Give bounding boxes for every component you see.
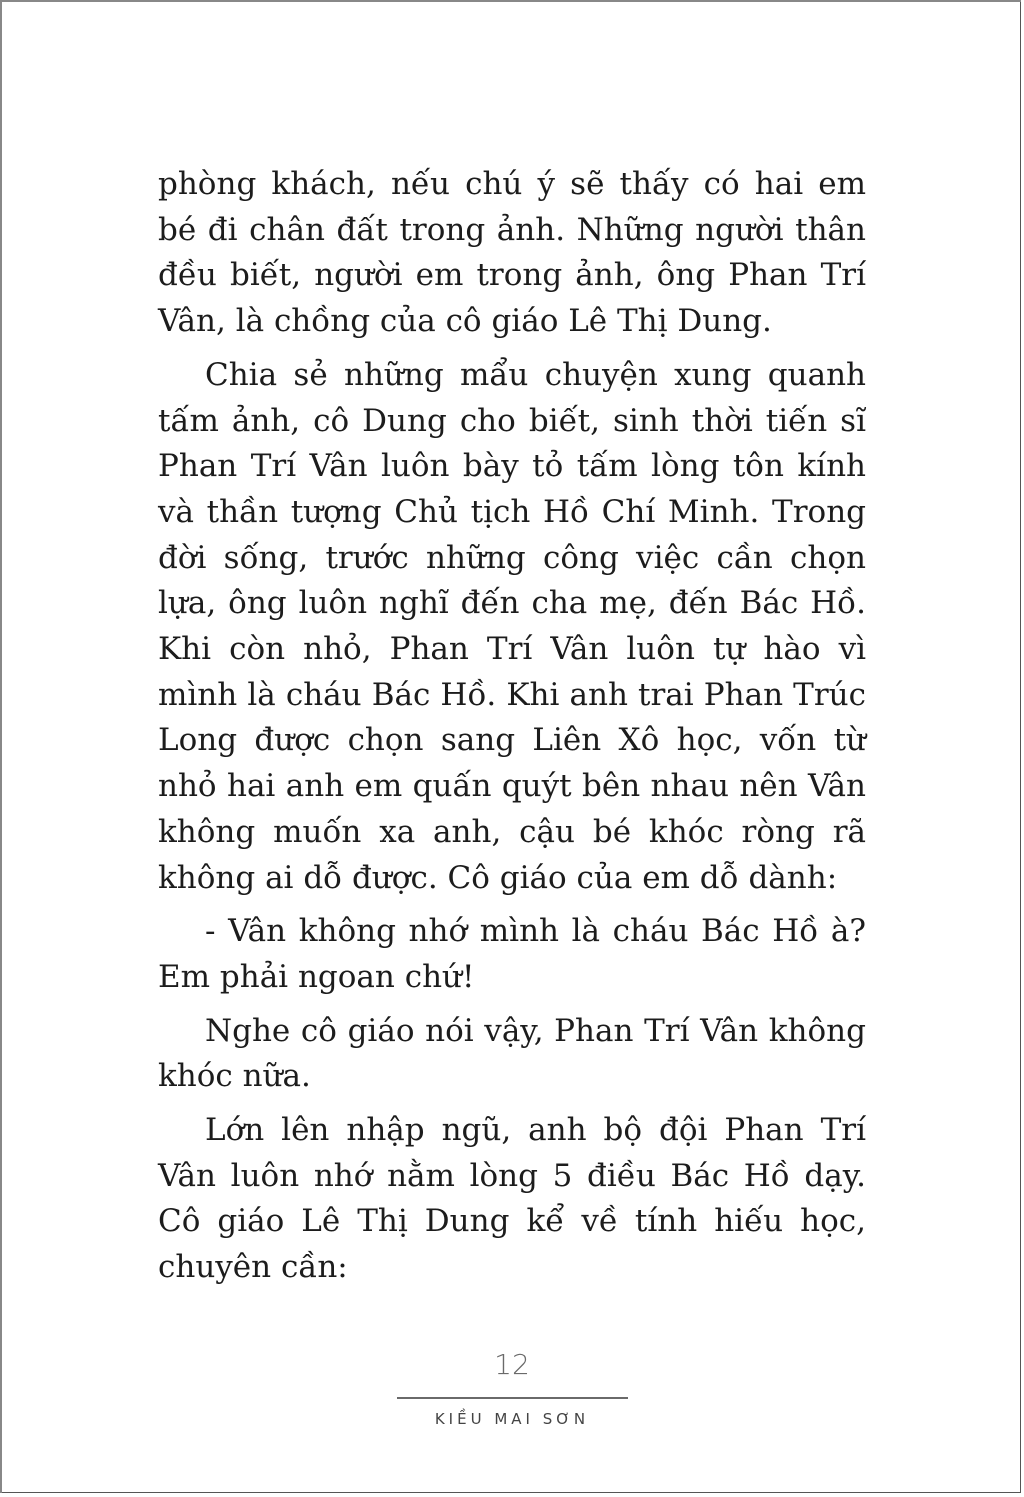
paragraph: - Vân không nhớ mình là cháu Bác Hồ à? Em phải ngoan chứ!	[158, 913, 866, 995]
paragraph: Chia sẻ những mẩu chuyện xung quanh tấm ảnh, cô Dung cho biết, sinh thời tiến sĩ Phan Trí Vân luôn bày tỏ tấm lòng tôn kính và thần tượng Chủ tịch Hồ Chí Minh. Trong đời sống, trước những công việc cần chọn lựa, ông luôn nghĩ đến cha mẹ, đến Bác Hồ. Khi còn nhỏ, Phan Trí Vân luôn tự hào vì mình là cháu Bác Hồ. Khi anh trai Phan Trúc Long được chọn sang Liên Xô học, vốn từ nhỏ hai anh em quấn quýt bên nhau nên Vân không muốn xa anh, cậu bé khóc ròng rã không ai dỗ được. Cô giáo của em dỗ dành:	[158, 356, 866, 896]
page-border-left	[0, 0, 2, 1493]
author-name: KIỀU MAI SƠN	[434, 1410, 590, 1428]
paragraph: Nghe cô giáo nói vậy, Phan Trí Vân không khóc nữa.	[158, 1012, 866, 1095]
body-text	[158, 162, 866, 1299]
page-number: 12	[494, 1348, 530, 1381]
footer-divider	[397, 1397, 628, 1399]
paragraph: phòng khách, nếu chú ý sẽ thấy có hai em bé đi chân đất trong ảnh. Những người thân đều biết, người em trong ảnh, ông Phan Trí Vân, là chồng của cô giáo Lê Thị Dung.	[158, 166, 866, 340]
paragraph: Lớn lên nhập ngũ, anh bộ đội Phan Trí Vân luôn nhớ nằm lòng 5 điều Bác Hồ dạy. Cô giáo Lê Thị Dung kể về tính hiếu học, chuyên cần:	[158, 1112, 866, 1286]
page-border-top	[0, 0, 1021, 2]
